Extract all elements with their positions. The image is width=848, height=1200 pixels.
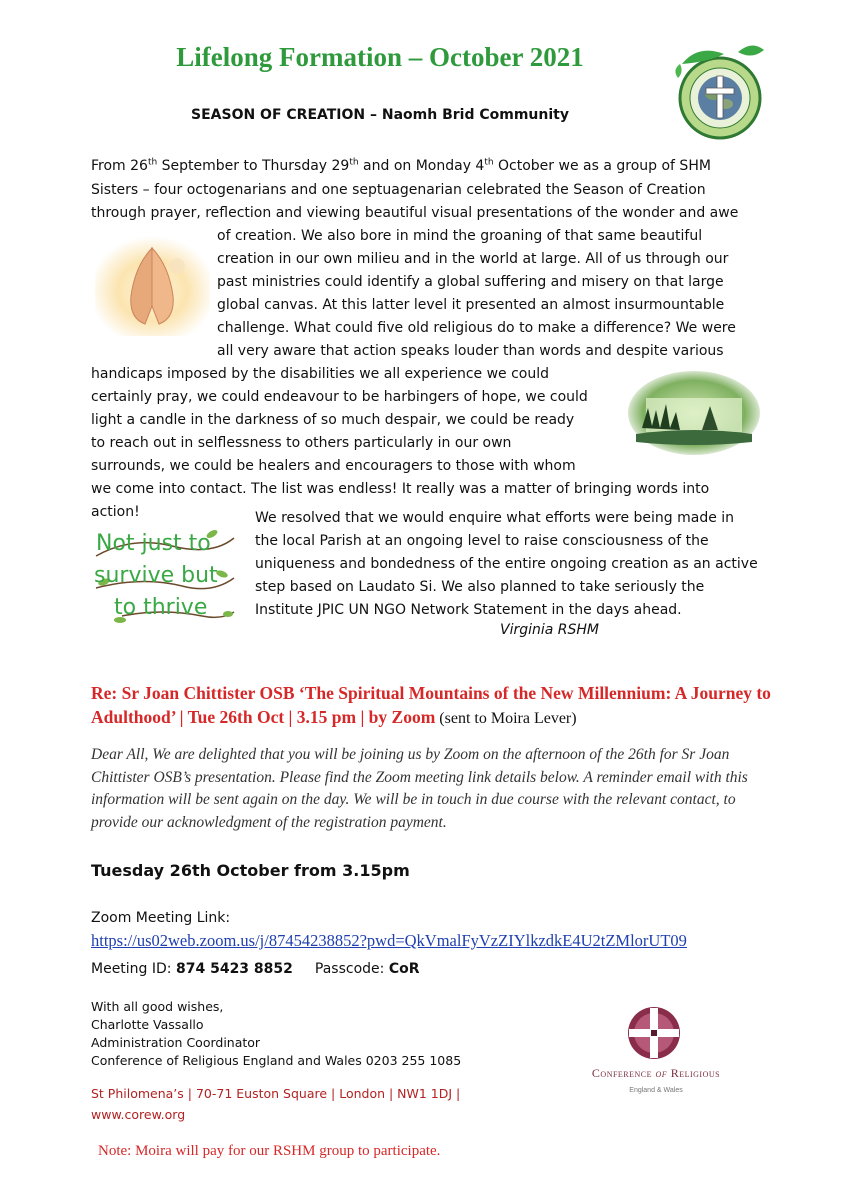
article-line: From 26th September to Thursday 29th and on Monday 4th October we as a group of SHM xyxy=(91,157,711,174)
article-line: all very aware that action speaks louder than words and despite various xyxy=(217,343,724,359)
slogan-line-1: Not just to xyxy=(96,531,211,556)
article-line: of creation. We also bore in mind the groaning of that same beautiful xyxy=(217,228,703,244)
event-message: Dear All, We are delighted that you will be joining us by Zoom on the afternoon of the 26th for Sr Joan Chittister OSB’s presentation. Please find the Zoom meeting link details below. A reminder email with this information will be sent again on the day. We will be in touch in due course with the relevant contact, to provide our acknowledgment of the registration payment. xyxy=(91,746,748,831)
article-line: through prayer, reflection and viewing beautiful visual presentations of the wonder and awe xyxy=(91,205,739,221)
website-link[interactable]: www.corew.org xyxy=(91,1107,186,1122)
page-title: Lifelong Formation – October 2021 xyxy=(176,42,584,72)
article-line: light a candle in the darkness of so much despair, we could be ready xyxy=(91,412,575,428)
meeting-details: Meeting ID: 874 5423 8852 Passcode: CoR xyxy=(91,961,420,977)
praying-hands-icon xyxy=(95,236,210,336)
signoff-line: With all good wishes, xyxy=(91,999,224,1014)
meeting-id: 874 5423 8852 xyxy=(175,961,293,977)
event-note: (sent to Moira Lever) xyxy=(435,710,577,727)
article-line: certainly pray, we could endeavour to be harbingers of hope, we could xyxy=(91,389,588,405)
article-line: to reach out in selflessness to others particularly in our own xyxy=(91,435,512,451)
zoom-link-label: Zoom Meeting Link: xyxy=(91,910,231,926)
conference-of-religious-logo-icon xyxy=(620,1004,688,1062)
event-heading: Re: Sr Joan Chittister OSB ‘The Spiritual Mountains of the New Millennium: A Journey to Adulthood’ | Tue 26th Oct | 3.15 pm | by Zoom (sent to Moira Lever) xyxy=(91,683,771,727)
payment-note: Note: Moira will pay for our RSHM group to participate. xyxy=(98,1143,441,1159)
passcode: CoR xyxy=(388,961,420,977)
article-line: challenge. What could five old religious do to make a difference? We were xyxy=(217,320,736,336)
article-line: step based on Laudato Si. We also planned to take seriously the xyxy=(255,579,705,595)
article-line: Sisters – four octogenarians and one septuagenarian celebrated the Season of Creation xyxy=(91,182,706,198)
page-subtitle: SEASON OF CREATION – Naomh Brid Community xyxy=(191,107,569,123)
article-line: the local Parish at an ongoing level to raise consciousness of the xyxy=(255,533,709,549)
article-line: action! xyxy=(91,504,140,520)
zoom-meeting-link[interactable]: https://us02web.zoom.us/j/87454238852?pwd=QkVmalFyVzZIYlkzdkE4U2tZMlorUT09 xyxy=(91,931,687,950)
conference-logo-subtitle: England & Wales xyxy=(629,1087,683,1094)
article-line: global canvas. At this latter level it presented an almost insurmountable xyxy=(217,297,725,313)
signoff-line: Administration Coordinator xyxy=(91,1035,261,1050)
conference-logo-text: Conference of Religious xyxy=(591,1066,721,1080)
slogan-graphic xyxy=(92,516,238,628)
signoff-line: Charlotte Vassallo xyxy=(91,1017,204,1032)
article-line: we come into contact. The list was endless! It really was a matter of bringing words into xyxy=(91,481,710,497)
article-signature: Virginia RSHM xyxy=(500,622,600,638)
article-line: surrounds, we could be healers and encouragers to those with whom xyxy=(91,458,576,474)
slogan-line-2: survive but xyxy=(94,563,218,588)
landscape-icon xyxy=(626,368,762,458)
article-line: uniqueness and bondedness of the entire ongoing creation as an active xyxy=(255,556,758,572)
signoff-line: Conference of Religious England and Wales 0203 255 1085 xyxy=(91,1053,462,1068)
lifelong-formation-logo-icon xyxy=(668,42,768,142)
address-line: St Philomena’s | 70-71 Euston Square | London | NW1 1DJ | xyxy=(91,1086,461,1101)
article-line: creation in our own milieu and in the world at large. All of us through our xyxy=(217,251,729,267)
article-line: Institute JPIC UN NGO Network Statement in the days ahead. xyxy=(255,602,682,618)
article-line: handicaps imposed by the disabilities we all experience we could xyxy=(91,366,550,382)
article-line: We resolved that we would enquire what efforts were being made in xyxy=(255,510,735,526)
slogan-line-3: to thrive xyxy=(114,595,208,620)
event-date-heading: Tuesday 26th October from 3.15pm xyxy=(91,861,410,880)
article-line: past ministries could identify a global suffering and misery on that large xyxy=(217,274,724,290)
